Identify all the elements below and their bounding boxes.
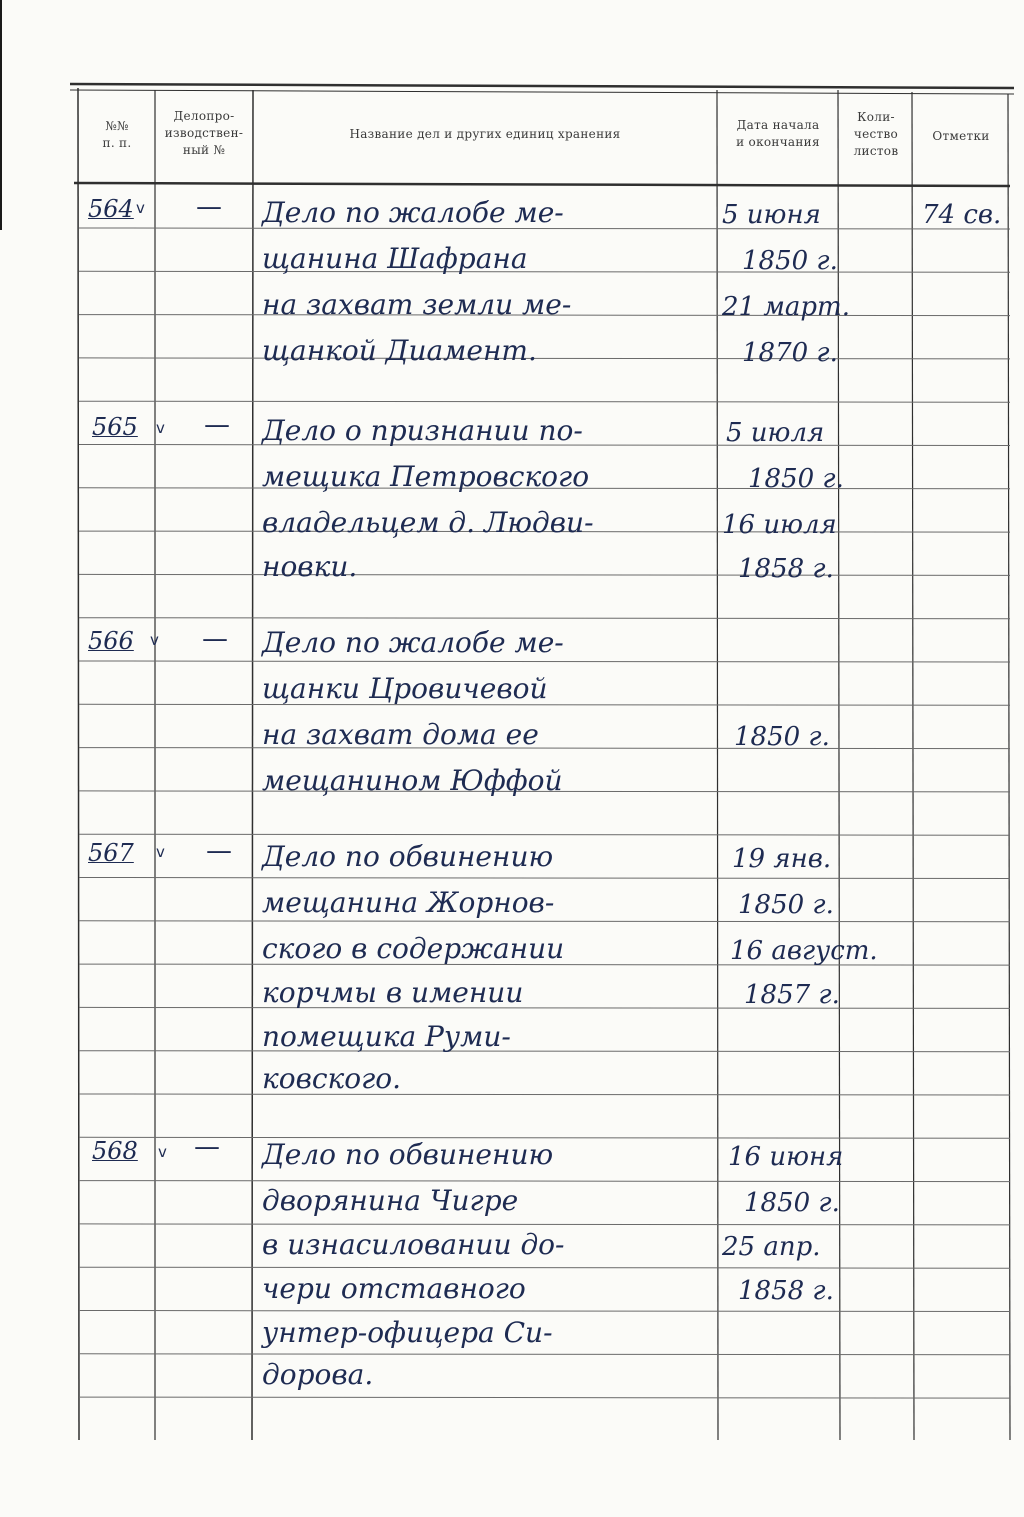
- entry-date: 19 янв.: [732, 844, 832, 874]
- header-number-line1: №№: [105, 119, 129, 133]
- entry-number: 568: [92, 1137, 138, 1165]
- ruled-line: [79, 1311, 1010, 1312]
- header-case-line1: Делопро-: [173, 109, 235, 123]
- header-case-column: [156, 108, 252, 159]
- entry-title-line: щанкой Диамент.: [262, 334, 537, 367]
- entry-title-line: мещанином Юффой: [262, 764, 563, 797]
- ruled-line: [79, 1007, 1010, 1008]
- ruled-line: [79, 1094, 1010, 1095]
- header-notes-text: Отметки: [932, 129, 990, 143]
- entry-number: 564: [88, 195, 134, 223]
- header-dates-line1: Дата начала: [736, 118, 820, 132]
- entry-title-line: ского в содержании: [262, 932, 565, 965]
- entry-note: 74 св.: [922, 200, 1002, 230]
- ruled-line: [79, 1267, 1010, 1268]
- check-mark: v: [136, 199, 145, 217]
- ruled-line: [79, 358, 1010, 359]
- header-dates-line2: и окончания: [736, 135, 820, 149]
- entry-title-line: унтер-офицера Си-: [262, 1316, 553, 1349]
- ruled-line: [79, 878, 1010, 879]
- entry-date: 25 апр.: [722, 1232, 821, 1262]
- entry-title-line: чери отставного: [262, 1272, 526, 1305]
- entry-number: 565: [92, 413, 138, 441]
- entry-date: 1850 г.: [744, 1188, 840, 1218]
- entry-date: 1870 г.: [742, 338, 838, 368]
- ruled-line: [79, 618, 1010, 619]
- entry-title-line: на захват дома ее: [262, 718, 539, 751]
- header-number-line2: п. п.: [102, 136, 132, 150]
- header-sheets-column: [840, 109, 912, 160]
- case-number: —: [194, 1132, 220, 1162]
- header-sheets-line2: чество: [853, 127, 899, 141]
- case-number: —: [196, 192, 222, 222]
- header-title-column: [254, 126, 716, 143]
- ruled-line: [79, 401, 1010, 402]
- entry-date: 1858 г.: [738, 1276, 834, 1306]
- entry-date: 16 июня: [728, 1142, 844, 1172]
- check-mark: v: [150, 631, 159, 649]
- entry-title-line: дворянина Чигре: [262, 1184, 519, 1217]
- header-case-line3: ный №: [182, 143, 226, 157]
- entry-title-line: помещика Руми-: [262, 1020, 511, 1053]
- entry-title-line: корчмы в имении: [262, 976, 524, 1009]
- entry-date: 1850 г.: [734, 722, 830, 752]
- entry-title-line: ковского.: [262, 1062, 402, 1095]
- entry-title-line: Дело по жалобе ме-: [262, 626, 564, 659]
- check-mark: v: [156, 843, 165, 861]
- entry-title-line: щанина Шафрана: [262, 242, 528, 275]
- entry-date: 1857 г.: [744, 980, 840, 1010]
- entry-title-line: Дело по обвинению: [262, 840, 554, 873]
- header-sheets-line3: листов: [853, 144, 899, 158]
- entry-title-line: дорова.: [262, 1358, 374, 1391]
- entry-title-line: мещика Петровского: [262, 460, 590, 493]
- ruled-line: [79, 661, 1010, 662]
- entry-date: 1850 г.: [742, 246, 838, 276]
- entry-title-line: владельцем д. Людви-: [262, 506, 594, 539]
- entry-title-line: Дело по обвинению: [262, 1138, 554, 1171]
- ruled-line: [79, 1354, 1010, 1355]
- ruled-line: [79, 748, 1010, 749]
- entry-date: 16 июля: [722, 510, 837, 540]
- ruled-line: [79, 1181, 1010, 1182]
- ruled-line: [79, 1224, 1010, 1225]
- entry-title-line: щанки Цровичевой: [262, 672, 548, 705]
- entry-title-line: в изнасиловании до-: [262, 1228, 565, 1261]
- ruled-line: [79, 1397, 1010, 1398]
- ruled-line: [79, 574, 1010, 575]
- entry-date: 1858 г.: [738, 554, 834, 584]
- ruled-line: [79, 271, 1010, 272]
- ruled-line: [79, 1051, 1010, 1052]
- header-case-line2: изводствен-: [164, 126, 244, 140]
- header-sheets-line1: Коли-: [857, 110, 895, 124]
- entry-date: 5 июля: [726, 418, 825, 448]
- entry-number: 566: [88, 627, 134, 655]
- header-dates-column: [719, 117, 837, 151]
- entry-date: 21 март.: [722, 292, 850, 322]
- header-number-column: [80, 118, 154, 152]
- entry-title-line: мещанина Жорнов-: [262, 886, 555, 919]
- header-title-text: Название дел и других единиц хранения: [349, 127, 621, 141]
- entry-title-line: Дело о признании по-: [262, 414, 583, 447]
- entry-date: 1850 г.: [738, 890, 834, 920]
- case-number: —: [202, 624, 228, 654]
- check-mark: v: [158, 1143, 167, 1161]
- entry-date: 5 июня: [722, 200, 821, 230]
- ruled-line: [79, 921, 1010, 922]
- entry-date: 1850 г.: [748, 464, 844, 494]
- case-number: —: [204, 410, 230, 440]
- header-notes-column: [914, 128, 1008, 145]
- entry-title-line: на захват земли ме-: [262, 288, 572, 321]
- entry-date: 16 август.: [730, 936, 878, 966]
- entry-title-line: Дело по жалобе ме-: [262, 196, 564, 229]
- entry-title-line: новки.: [262, 550, 358, 583]
- check-mark: v: [156, 419, 165, 437]
- entry-number: 567: [88, 839, 134, 867]
- case-number: —: [206, 836, 232, 866]
